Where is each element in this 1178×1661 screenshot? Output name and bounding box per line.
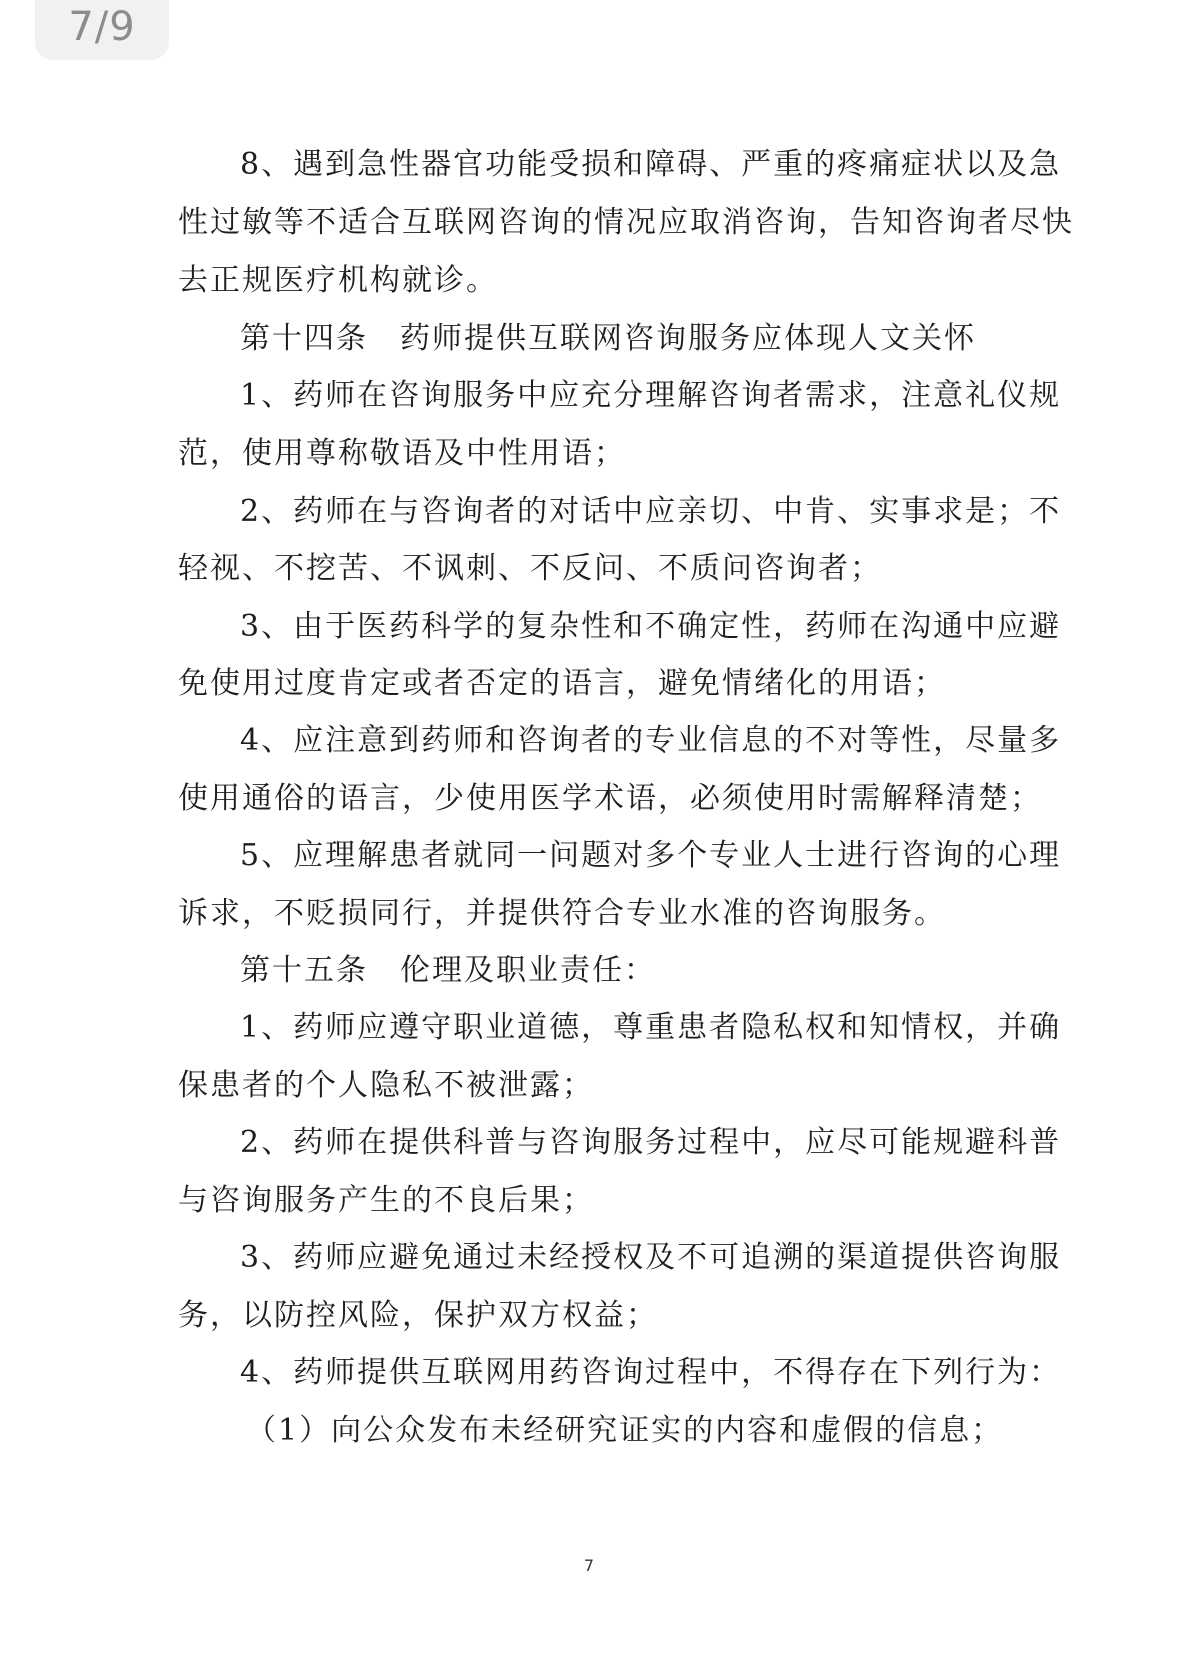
- paragraph-line: 去正规医疗机构就诊。: [178, 263, 498, 298]
- article-heading: 第十四条 药师提供互联网咨询服务应体现人文关怀: [240, 321, 976, 356]
- paragraph-line: 1、药师在咨询服务中应充分理解咨询者需求，注意礼仪规: [240, 378, 1062, 413]
- paragraph-line: 4、药师提供互联网用药咨询过程中，不得存在下列行为：: [240, 1355, 1062, 1390]
- article-heading: 第十五条 伦理及职业责任：: [240, 953, 656, 988]
- paragraph-line: 2、药师在与咨询者的对话中应亲切、中肯、实事求是；不: [240, 494, 1062, 529]
- paragraph-line: 范，使用尊称敬语及中性用语；: [178, 436, 626, 471]
- paragraph-line: 性过敏等不适合互联网咨询的情况应取消咨询，告知咨询者尽快: [178, 205, 1074, 240]
- page-indicator-text: 7/9: [68, 4, 136, 50]
- paragraph-line: 免使用过度肯定或者否定的语言，避免情绪化的用语；: [178, 666, 946, 701]
- paragraph-line: 3、药师应避免通过未经授权及不可追溯的渠道提供咨询服: [240, 1240, 1062, 1275]
- paragraph-line: 5、应理解患者就同一问题对多个专业人士进行咨询的心理: [240, 838, 1062, 873]
- paragraph-line: 3、由于医药科学的复杂性和不确定性，药师在沟通中应避: [240, 609, 1062, 644]
- paragraph-line: 8、遇到急性器官功能受损和障碍、严重的疼痛症状以及急: [240, 147, 1062, 182]
- paragraph-line: 与咨询服务产生的不良后果；: [178, 1183, 594, 1218]
- paragraph-line: 1、药师应遵守职业道德，尊重患者隐私权和知情权，并确: [240, 1010, 1062, 1045]
- paragraph-line: （1）向公众发布未经研究证实的内容和虚假的信息；: [246, 1413, 1004, 1448]
- paragraph-line: 务，以防控风险，保护双方权益；: [178, 1298, 658, 1333]
- paragraph-line: 使用通俗的语言，少使用医学术语，必须使用时需解释清楚；: [178, 781, 1042, 816]
- paragraph-line: 2、药师在提供科普与咨询服务过程中，应尽可能规避科普: [240, 1125, 1062, 1160]
- paragraph-line: 轻视、不挖苦、不讽刺、不反问、不质问咨询者；: [178, 551, 882, 586]
- page-number: 7: [583, 1556, 595, 1575]
- paragraph-line: 4、应注意到药师和咨询者的专业信息的不对等性，尽量多: [240, 723, 1062, 758]
- paragraph-line: 诉求，不贬损同行，并提供符合专业水准的咨询服务。: [178, 896, 946, 931]
- paragraph-line: 保患者的个人隐私不被泄露；: [178, 1068, 594, 1103]
